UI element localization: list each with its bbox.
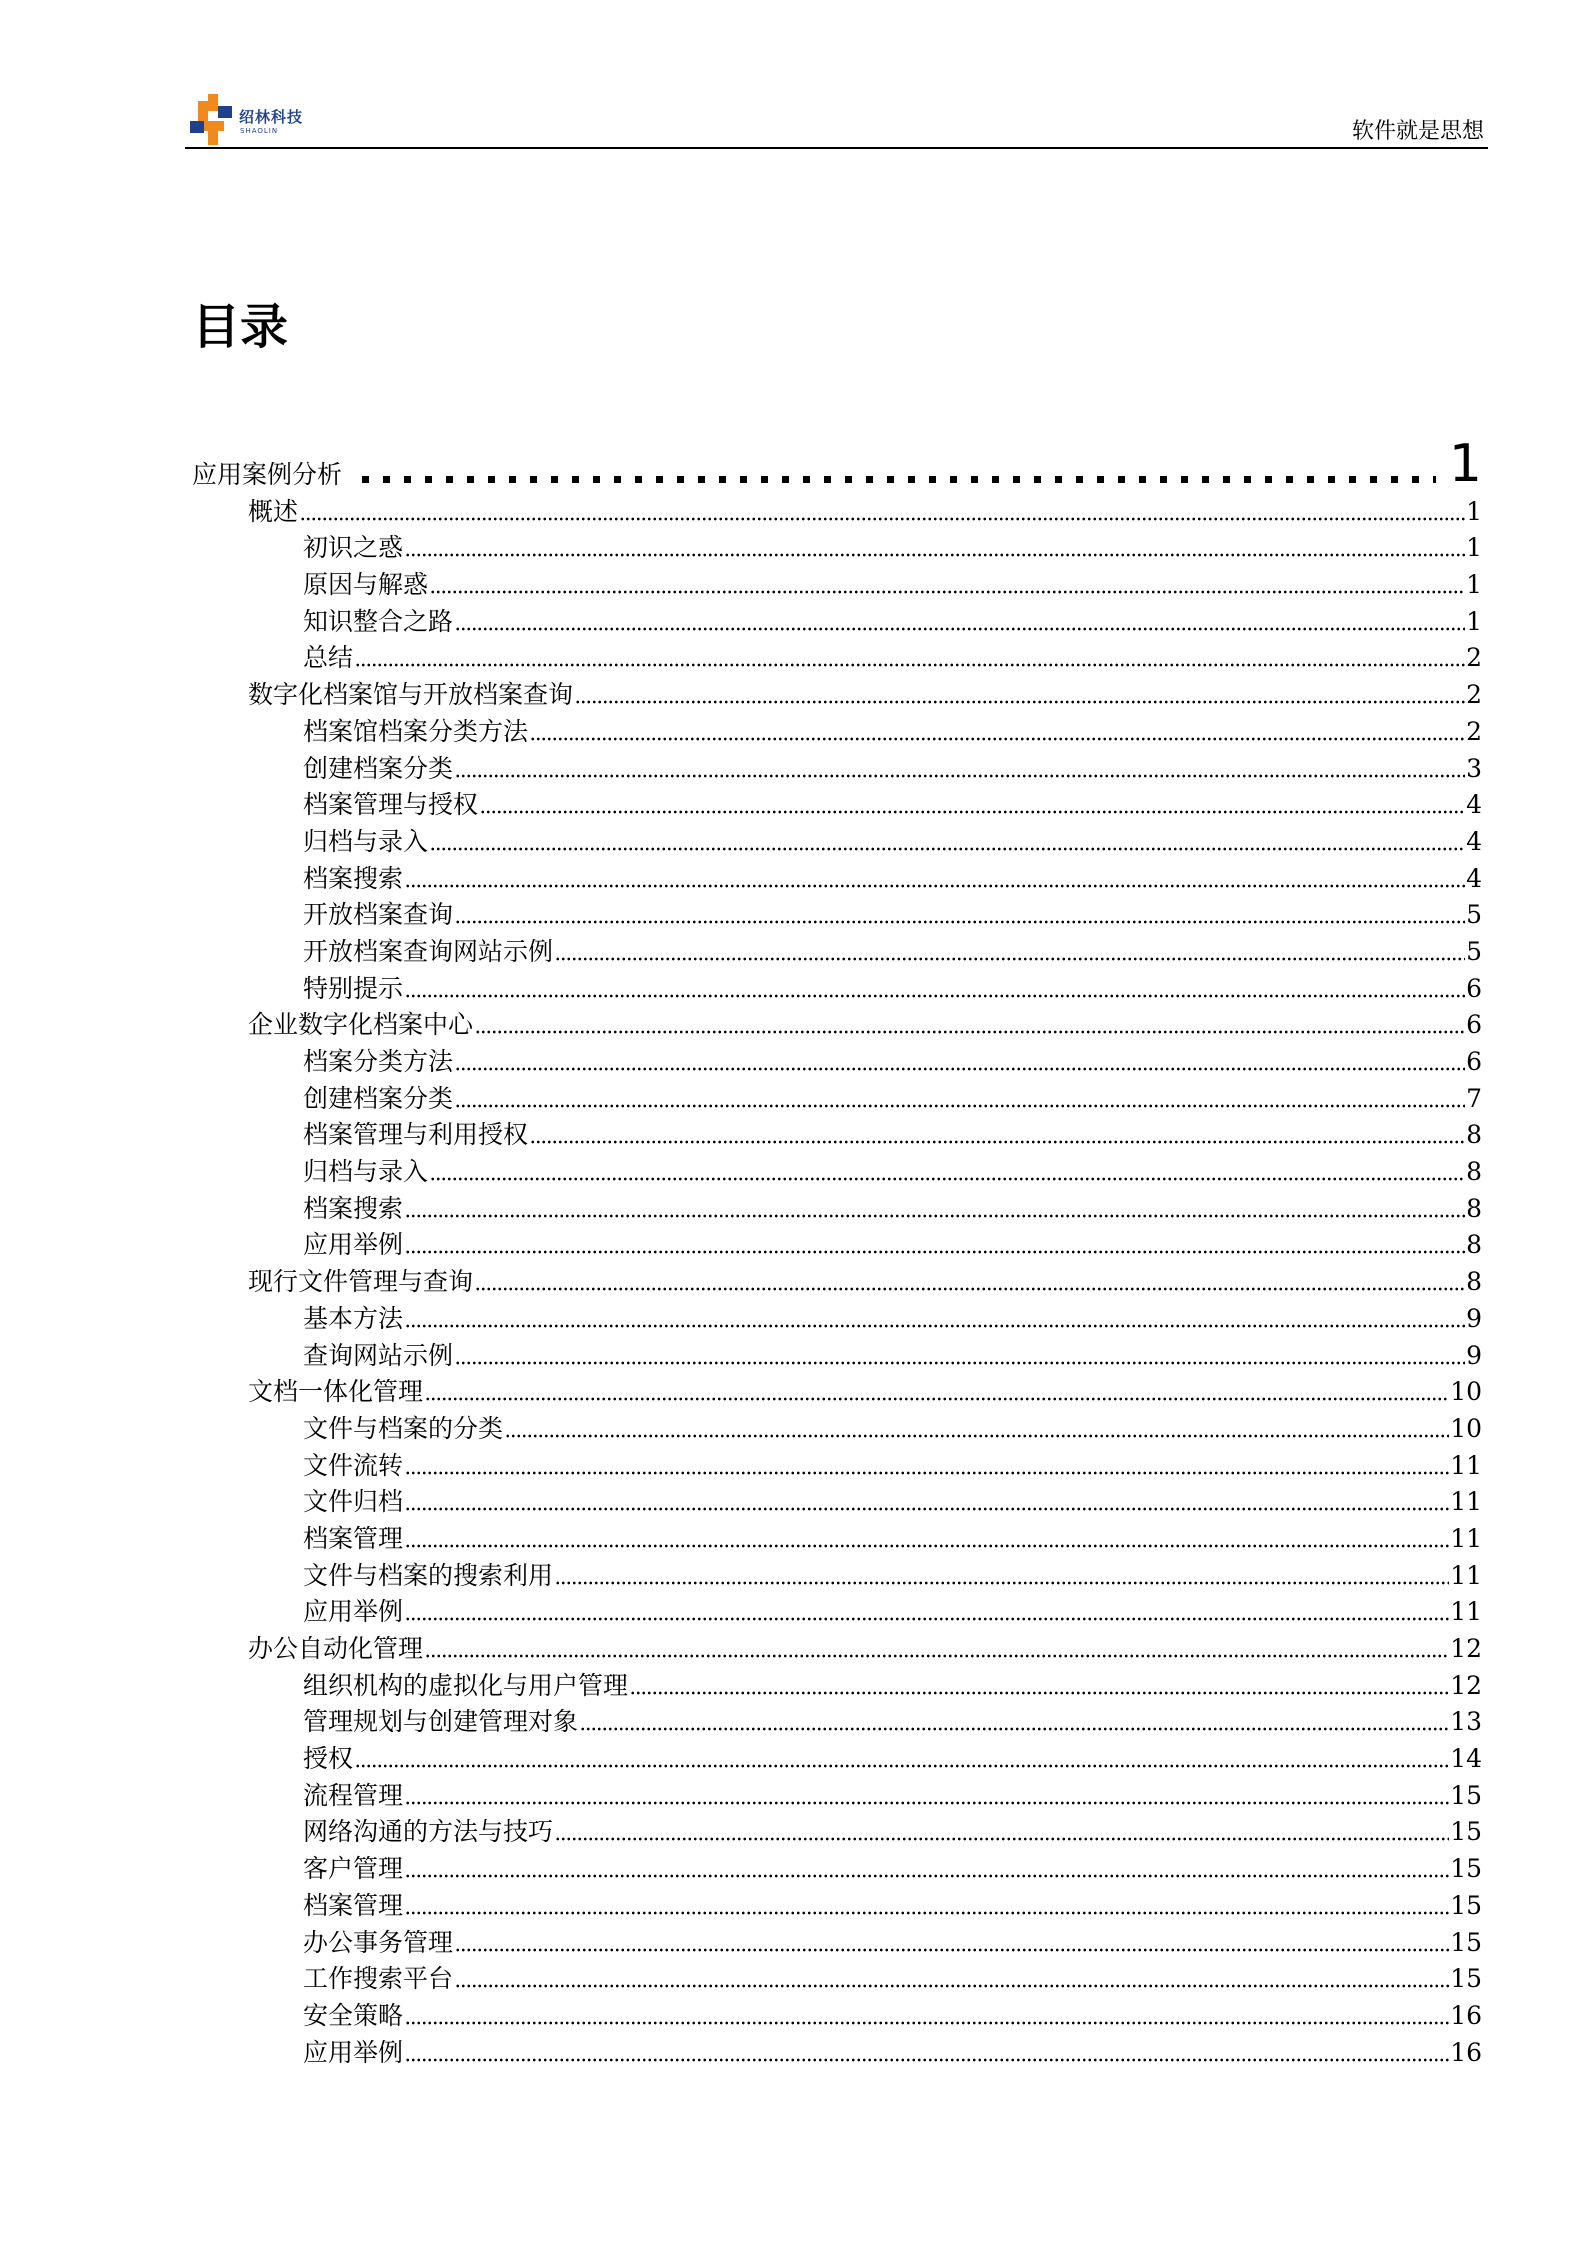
toc-entry-label: 总结 [303,643,354,673]
toc-entry-level-3[interactable] [192,820,1482,857]
toc-entry-level-3[interactable] [192,1297,1482,1334]
dot-leader [355,1764,1449,1768]
dot-leader [425,1654,1449,1658]
toc-entry-level-3[interactable] [192,1334,1482,1371]
dot-leader [425,1397,1449,1401]
logo-text-en: SHAOLIN [240,127,279,135]
toc-entry-page-number: 11 [1450,1450,1482,1480]
dot-leader [405,1214,1465,1218]
toc-entry-label: 安全策略 [303,2000,404,2030]
dot-leader [405,553,1465,557]
logo-text-cn: 绍林科技 [239,108,304,126]
toc-entry-level-3[interactable] [192,1517,1482,1554]
dot-leader [430,590,1465,594]
toc-entry-level-2[interactable] [192,673,1482,710]
toc-entry-page-number: 1 [1466,533,1482,563]
toc-entry-label: 档案管理 [303,1890,404,1920]
toc-entry-page-number: 11 [1450,1560,1482,1590]
toc-entry-page-number: 1 [1448,434,1482,494]
dot-leader [630,1691,1449,1695]
toc-entry-label: 文件与档案的搜索利用 [303,1560,554,1590]
toc-entry-level-3[interactable] [192,2031,1482,2068]
dot-leader [455,774,1465,778]
toc-entry-label: 创建档案分类 [303,1083,454,1113]
toc-entry-level-3[interactable] [192,1554,1482,1591]
dot-leader [455,1067,1465,1071]
toc-entry-label: 档案管理与利用授权 [303,1120,529,1150]
dot-leader [475,1030,1465,1034]
toc-entry-label: 档案搜索 [303,1193,404,1223]
dot-leader [430,847,1465,851]
toc-entry-page-number: 5 [1466,936,1482,966]
dot-leader [430,1177,1465,1181]
dot-leader [555,1581,1449,1585]
dot-leader [405,1801,1449,1805]
toc-entry-label: 现行文件管理与查询 [248,1267,474,1297]
toc-entry-level-3[interactable] [192,1150,1482,1187]
toc-entry-level-3[interactable] [192,1774,1482,1811]
toc-entry-level-3[interactable] [192,563,1482,600]
toc-entry-page-number: 15 [1450,1927,1482,1957]
toc-entry-page-number: 11 [1450,1487,1482,1517]
toc-entry-level-3[interactable] [192,1114,1482,1151]
toc-entry-level-3[interactable] [192,1847,1482,1884]
toc-entry-level-3[interactable] [192,1737,1482,1774]
toc-entry-level-3[interactable] [192,1701,1482,1738]
toc-entry-page-number: 7 [1466,1083,1482,1113]
dot-leader [455,1984,1449,1988]
toc-entry-label: 网络沟通的方法与技巧 [303,1817,554,1847]
dot-leader [455,1948,1449,1952]
dot-leader [555,1837,1449,1841]
dot-leader [355,663,1465,667]
toc-entry-page-number: 1 [1466,496,1482,526]
dot-leader [405,1507,1449,1511]
dot-leader [405,1617,1449,1621]
toc-entry-page-number: 11 [1450,1523,1482,1553]
toc-entry-level-3[interactable] [192,637,1482,674]
dot-leader [405,994,1465,998]
toc-entry-level-3[interactable] [192,1884,1482,1921]
toc-entry-level-3[interactable] [192,1921,1482,1958]
toc-entry-label: 归档与录入 [303,826,429,856]
header-slogan: 软件就是思想 [1351,119,1484,144]
toc-entry-label: 初识之惑 [303,533,404,563]
dot-leader [455,1104,1465,1108]
dot-leader [480,810,1465,814]
toc-entry-label: 知识整合之路 [303,606,454,636]
toc-entry-label: 文件归档 [303,1487,404,1517]
toc-entry-label: 文件流转 [303,1450,404,1480]
toc-entry-label: 档案馆档案分类方法 [303,716,529,746]
toc-entry-label: 档案搜索 [303,863,404,893]
toc-entry-label: 档案分类方法 [303,1047,454,1076]
dot-leader [530,1140,1465,1144]
toc-entry-page-number: 11 [1450,1597,1482,1627]
toc-entry-level-3[interactable] [192,1994,1482,2031]
toc-entry-level-3[interactable] [192,1958,1482,1995]
dot-leader [455,1361,1465,1365]
toc-entry-page-number: 16 [1450,2037,1482,2067]
toc-entry-page-number: 5 [1466,900,1482,930]
toc-entry-label: 工作搜索平台 [303,1964,454,1994]
toc-entry-page-number: 15 [1450,1890,1482,1920]
dot-leader [575,700,1465,704]
toc-entry-page-number: 8 [1466,1193,1482,1223]
toc-entry-label: 办公事务管理 [303,1927,454,1957]
toc-entry-level-3[interactable] [192,1077,1482,1114]
toc-entry-page-number: 13 [1450,1707,1482,1737]
toc-entry-level-3[interactable] [192,1187,1482,1224]
toc-entry-label: 开放档案查询网站示例 [303,936,554,966]
toc-entry-label: 原因与解惑 [303,570,429,600]
toc-entry-level-3[interactable] [192,930,1482,967]
toc-entry-page-number: 6 [1466,1010,1482,1040]
dot-leader [405,1544,1449,1548]
toc-entry-label: 应用举例 [303,1597,404,1627]
toc-entry-level-2[interactable] [192,490,1482,527]
toc-entry-label: 企业数字化档案中心 [248,1010,474,1040]
toc-entry-level-3[interactable] [192,1224,1482,1261]
toc-entry-level-3[interactable] [192,967,1482,1004]
toc-entry-page-number: 3 [1466,753,1482,783]
toc-entry-label: 客户管理 [303,1854,404,1884]
toc-entry-level-2[interactable] [192,1260,1482,1297]
dot-leader [455,627,1465,631]
toc-entry-page-number: 8 [1466,1120,1482,1150]
toc-entry-label: 档案管理 [303,1523,404,1553]
toc-entry-level-2[interactable] [192,1627,1482,1664]
table-of-contents [192,434,1482,2068]
toc-entry-page-number: 15 [1450,1780,1482,1810]
toc-entry-page-number: 10 [1450,1413,1482,1443]
toc-entry-label: 文件与档案的分类 [303,1413,504,1443]
toc-entry-level-3[interactable] [192,600,1482,637]
toc-entry-page-number: 12 [1450,1634,1482,1663]
toc-entry-page-number: 8 [1466,1230,1482,1260]
toc-entry-label: 创建档案分类 [303,753,454,783]
toc-entry-label: 数字化档案馆与开放档案查询 [248,680,574,710]
toc-entry-page-number: 2 [1466,716,1482,746]
dot-leader [555,957,1465,961]
toc-entry-label: 应用案例分析 [192,460,343,489]
toc-entry-level-3[interactable] [192,747,1482,784]
dot-leader [405,1874,1449,1878]
toc-entry-level-2[interactable] [192,1371,1482,1408]
dot-leader [405,1250,1465,1254]
dot-leader [405,1911,1449,1915]
toc-entry-page-number: 10 [1450,1377,1482,1407]
toc-entry-page-number: 15 [1450,1854,1482,1884]
toc-entry-label: 概述 [248,496,299,526]
toc-entry-page-number: 4 [1466,863,1482,893]
toc-entry-label: 办公自动化管理 [248,1634,424,1663]
toc-entry-page-number: 8 [1466,1267,1482,1297]
toc-entry-label: 应用举例 [303,1230,404,1260]
toc-entry-label: 组织机构的虚拟化与用户管理 [303,1670,629,1700]
toc-entry-page-number: 2 [1466,643,1482,673]
toc-entry-label: 管理规划与创建管理对象 [303,1707,579,1737]
toc-entry-page-number: 1 [1466,606,1482,636]
page-title: 目录 [192,299,289,355]
toc-entry-page-number: 6 [1466,973,1482,1003]
toc-entry-label: 流程管理 [303,1780,404,1810]
toc-entry-level-3[interactable] [192,784,1482,821]
dot-leader [530,737,1465,741]
toc-entry-label: 归档与录入 [303,1157,429,1187]
toc-entry-level-3[interactable] [192,1444,1482,1481]
toc-entry-level-3[interactable] [192,710,1482,747]
toc-entry-level-2[interactable] [192,1004,1482,1041]
toc-entry-page-number: 16 [1450,2000,1482,2030]
toc-entry-page-number: 15 [1450,1964,1482,1994]
dot-leader [300,517,1465,521]
dot-leader [475,1287,1465,1291]
toc-entry-level-3[interactable] [192,1407,1482,1444]
toc-entry-page-number: 15 [1450,1817,1482,1847]
toc-entry-page-number: 9 [1466,1303,1482,1333]
dot-leader [405,1471,1449,1475]
toc-entry-page-number: 2 [1466,680,1482,710]
dot-leader [580,1727,1449,1731]
toc-entry-level-3[interactable] [192,1664,1482,1701]
toc-entry-level-3[interactable] [192,1481,1482,1518]
header-divider [185,147,1488,149]
toc-entry-label: 文档一体化管理 [248,1377,424,1407]
toc-entry-page-number: 12 [1450,1670,1482,1700]
dot-leader [455,920,1465,924]
toc-entry-page-number: 8 [1466,1157,1482,1187]
toc-entry-label: 档案管理与授权 [303,790,479,820]
toc-entry-page-number: 1 [1466,570,1482,600]
dot-leader [405,1324,1465,1328]
toc-entry-level-3[interactable] [192,857,1482,894]
toc-entry-page-number: 14 [1450,1744,1482,1774]
toc-entry-level-3[interactable] [192,527,1482,564]
toc-entry-label: 特别提示 [303,973,404,1003]
dot-leader [405,2058,1449,2062]
toc-entry-label: 基本方法 [303,1303,404,1333]
toc-entry-page-number: 6 [1466,1047,1482,1076]
dot-leader [405,884,1465,888]
toc-entry-page-number: 9 [1466,1340,1482,1370]
toc-entry-label: 开放档案查询 [303,900,454,930]
toc-entry-page-number: 4 [1466,790,1482,820]
toc-entry-level-3[interactable] [192,1040,1482,1077]
toc-entry-level-3[interactable] [192,894,1482,931]
toc-entry-label: 授权 [303,1744,354,1774]
toc-entry-level-3[interactable] [192,1591,1482,1628]
toc-entry-level-1[interactable] [192,434,1482,494]
toc-entry-label: 应用举例 [303,2037,404,2067]
toc-entry-label: 查询网站示例 [303,1340,454,1370]
dot-leader [505,1434,1449,1438]
dot-leader [362,476,1436,484]
dot-leader [405,2021,1449,2025]
toc-entry-level-3[interactable] [192,1811,1482,1848]
toc-entry-page-number: 4 [1466,826,1482,856]
